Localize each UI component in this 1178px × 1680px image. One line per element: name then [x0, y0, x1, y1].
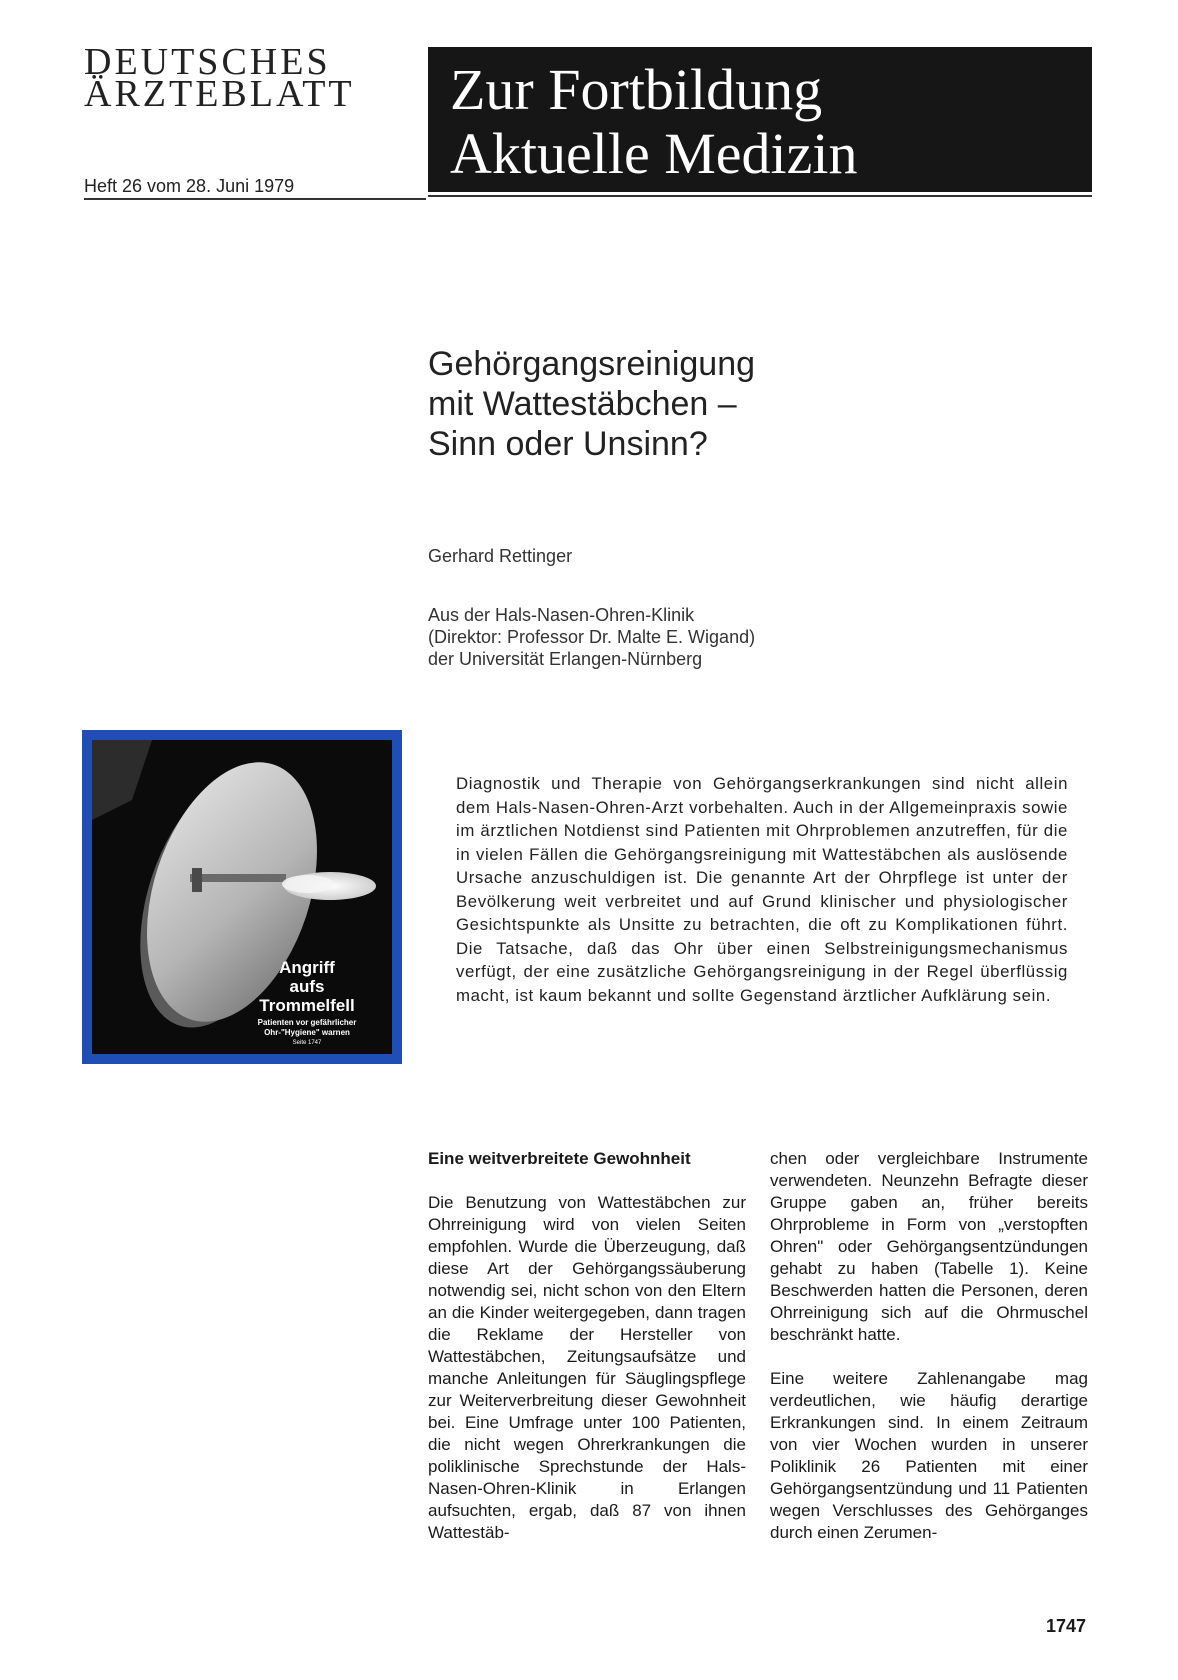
- body-paragraph: Eine weitere Zahlenangabe mag verdeutlichen, wie häufig derartige Erkrankungen sind. In einem Zeitraum von vier Wochen wurden in unserer Poliklinik 26 Patienten mit einer Gehörgangsentzündung und 11 Patienten wegen Verschlusses des Gehörganges durch einen Zerumen-: [770, 1369, 1088, 1542]
- header-rule-right: [428, 195, 1092, 197]
- cover-subline: [232, 1018, 382, 1038]
- author-affiliation: [428, 604, 755, 670]
- title-line: Sinn oder Unsinn?: [428, 425, 708, 463]
- title-line: Gehörgangsreinigung: [428, 345, 756, 383]
- body-column-2: [770, 1148, 1088, 1544]
- article-title: [428, 344, 928, 464]
- banner-line-2: Aktuelle Medizin: [450, 121, 858, 186]
- masthead-line-1: DEUTSCHES: [84, 41, 331, 83]
- issue-date: Heft 26 vom 28. Juni 1979: [84, 176, 295, 196]
- cover-image: [82, 730, 402, 1064]
- body-paragraph: chen oder vergleichbare Instrumente verwendeten. Neunzehn Befragte dieser Gruppe gaben an, früher bereits Ohrprobleme in Form von „verstopften Ohren" oder Gehörgangsentzündungen gehabt zu haben (Tabelle 1). Keine Beschwerden hatten die Personen, deren Ohrreinigung sich auf die Ohrmuschel beschränkt hatte.: [770, 1149, 1088, 1344]
- page-number: 1747: [1046, 1616, 1087, 1636]
- title-line: mit Wattestäbchen –: [428, 385, 737, 423]
- affiliation-line: (Direktor: Professor Dr. Malte E. Wigand): [428, 627, 756, 647]
- article-abstract: Diagnostik und Therapie von Gehörgangserkrankungen sind nicht allein dem Hals-Nasen-Ohren-Arzt vorbehalten. Auch in der Allgemeinpraxis sowie im ärztlichen Notdienst sind Patienten mit Ohrproblemen anzutreffen, für die in vielen Fällen die Gehörgangsreinigung mit Wattestäbchen als auslösende Ursache anzuschuldigen ist. Die genannte Art der Ohrpflege ist unter der Bevölkerung weit verbreitet und auf Grund klinischer und physiologischer Gesichtspunkte als Unsitte zu betrachten, die oft zu Komplikationen führt. Die Tatsache, daß das Ohr über einen Selbstreinigungsmechanismus verfügt, der eine zusätzliche Gehörgangsreinigung in der Regel überflüssig macht, ist kaum bekannt und sollte Gegenstand ärztlicher Aufklärung sein.: [456, 774, 1068, 1005]
- body-column-1: [428, 1148, 746, 1544]
- section-heading: Eine weitverbreitete Gewohnheit: [428, 1149, 691, 1168]
- body-paragraph: Die Benutzung von Wattestäbchen zur Ohrreinigung wird von vielen Seiten empfohlen. Wurde die Überzeugung, daß diese Art der Gehörgangssäuberung notwendig sei, nicht schon von den Eltern an die Kinder weitergegeben, dann tragen die Reklame der Hersteller von Wattestäbchen, Zeitungsaufsätze und manche Anleitungen für Säuglingspflege zur Weiterverbreitung dieser Gewohnheit bei. Eine Umfrage unter 100 Patienten, die nicht wegen Ohrerkrankungen die poliklinische Sprechstunde der Hals-Nasen-Ohren-Klinik in Erlangen aufsuchten, ergab, daß 87 von ihnen Wattestäb-: [428, 1193, 746, 1542]
- author-name: Gerhard Rettinger: [428, 546, 573, 566]
- affiliation-line: der Universität Erlangen-Nürnberg: [428, 649, 703, 669]
- cover-headline: [232, 958, 382, 1015]
- cover-headline-line: Trommelfell: [259, 996, 355, 1015]
- cover-subline-line: Patienten vor gefährlicher: [257, 1018, 357, 1027]
- header-rule-left: [84, 198, 426, 200]
- cover-headline-line: aufs: [289, 977, 325, 996]
- cover-caption: [232, 958, 382, 1046]
- cover-headline-line: Angriff: [279, 958, 335, 977]
- masthead-line-2: ÄRZTEBLATT: [84, 73, 355, 115]
- cover-subline-line: Ohr-"Hygiene" warnen: [264, 1028, 350, 1037]
- cover-photo: [92, 740, 392, 1054]
- section-banner: [428, 47, 1092, 192]
- banner-line-1: Zur Fortbildung: [450, 57, 823, 122]
- journal-masthead: [84, 41, 414, 115]
- cover-page-ref: Seite 1747: [292, 1040, 322, 1046]
- affiliation-line: Aus der Hals-Nasen-Ohren-Klinik: [428, 605, 695, 625]
